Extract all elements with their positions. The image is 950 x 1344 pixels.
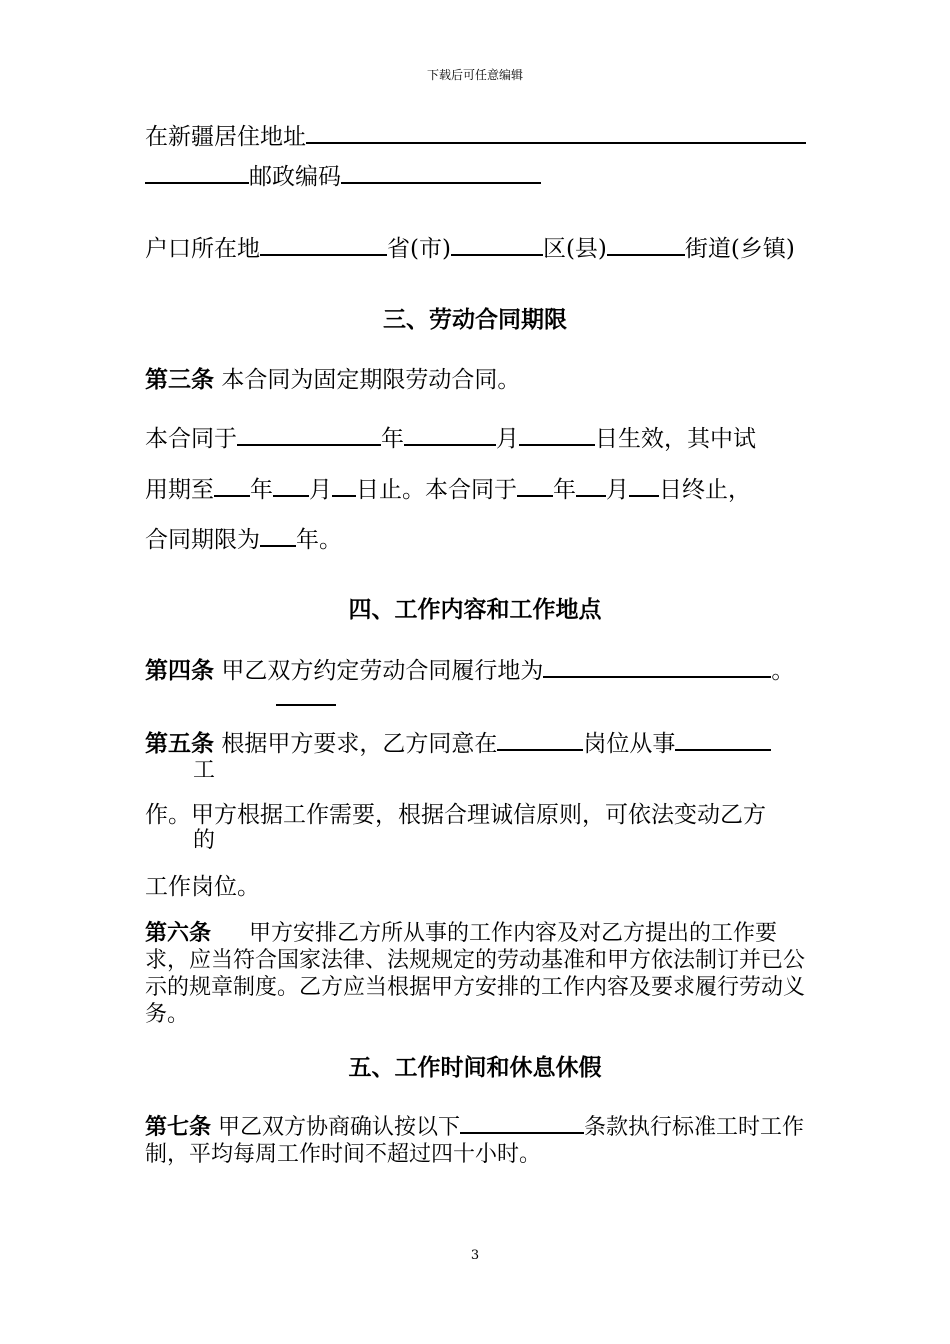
street-blank xyxy=(607,234,685,256)
page-number: 3 xyxy=(470,1248,480,1263)
article5-line2-wrap: 的 xyxy=(193,828,216,853)
start-day-blank xyxy=(519,424,595,446)
trial-month-blank xyxy=(273,475,309,497)
article6 xyxy=(145,920,810,1028)
effective-prefix: 本合同于 xyxy=(145,426,237,452)
post-blank xyxy=(497,729,583,751)
year-label: 年 xyxy=(250,477,273,503)
district-label: 区(县) xyxy=(542,236,607,262)
end-day-blank xyxy=(629,475,659,497)
end-year-blank xyxy=(517,475,553,497)
section4-title: 四、工作内容和工作地点 xyxy=(348,597,602,623)
postal-label: 邮政编码 xyxy=(249,164,341,190)
trial-day-blank xyxy=(332,475,356,497)
article6-text: 甲方安排乙方所从事的工作内容及对乙方提出的工作要求，应当符合国家法律、法规规定的劳动基准和甲方依法制订并已公示的规章制度。乙方应当根据甲方安排的工作内容及要求履行劳动义务。 xyxy=(145,921,806,1027)
work-location-blank xyxy=(543,656,771,678)
trial-end: 日止。本合同于 xyxy=(356,477,517,503)
effective-line xyxy=(145,424,756,453)
month-label: 月 xyxy=(309,477,332,503)
article5-line3: 工作岗位。 xyxy=(145,874,260,900)
article3-label: 第三条 xyxy=(145,367,214,393)
term-line xyxy=(145,525,342,554)
article5-mid: 岗位从事 xyxy=(583,731,676,757)
month-label: 月 xyxy=(496,426,519,452)
trial-line xyxy=(145,475,751,504)
clause-blank xyxy=(460,1116,584,1134)
article5-text: 根据甲方要求，乙方同意在 xyxy=(221,731,498,757)
year-label: 年 xyxy=(381,426,404,452)
street-label: 街道(乡镇) xyxy=(684,236,795,262)
terminate-text: 日终止， xyxy=(659,477,751,503)
residence-blank xyxy=(306,122,806,144)
section5-title: 五、工作时间和休息休假 xyxy=(348,1055,602,1081)
article4-text: 甲乙双方约定劳动合同履行地为 xyxy=(221,658,544,684)
month-label: 月 xyxy=(606,477,629,503)
article4-blank-cont xyxy=(276,704,336,706)
article3-text: 本合同为固定期限劳动合同。 xyxy=(221,367,521,393)
term-prefix: 合同期限为 xyxy=(145,527,260,553)
district-blank xyxy=(451,234,543,256)
article4-end: 。 xyxy=(771,658,795,684)
article4-label: 第四条 xyxy=(145,658,214,684)
residence-label: 在新疆居住地址 xyxy=(145,124,306,150)
page-header: 下载后可任意编辑 xyxy=(426,68,523,82)
article6-label: 第六条 xyxy=(145,921,212,946)
start-year-blank xyxy=(237,424,381,446)
term-blank xyxy=(260,525,296,547)
article5-label: 第五条 xyxy=(145,731,214,757)
article5-line2: 作。甲方根据工作需要，根据合理诚信原则，可依法变动乙方 xyxy=(145,802,766,828)
residence-blank-cont xyxy=(145,162,249,184)
province-label: 省(市) xyxy=(387,236,451,262)
article5-wrap: 工 xyxy=(193,758,216,783)
start-month-blank xyxy=(404,424,496,446)
article3 xyxy=(145,366,520,394)
article4 xyxy=(145,656,794,685)
article7-after: 条款执行标准工时工作制，平均每周工作时间不超过四十小时。 xyxy=(145,1115,805,1167)
article7-text: 甲乙双方协商确认按以下 xyxy=(218,1115,461,1140)
trial-year-blank xyxy=(214,475,250,497)
article5 xyxy=(145,729,771,758)
article7-label: 第七条 xyxy=(145,1115,212,1140)
postal-line xyxy=(145,162,541,191)
trial-prefix: 用期至 xyxy=(145,477,214,503)
residence-line xyxy=(145,122,806,151)
effective-suffix: 日生效，其中试 xyxy=(595,426,756,452)
hukou-label: 户口所在地 xyxy=(145,236,260,262)
job-blank xyxy=(675,729,771,751)
term-suffix: 年。 xyxy=(296,527,342,553)
postal-blank xyxy=(341,162,541,184)
article7 xyxy=(145,1114,810,1168)
year-label: 年 xyxy=(553,477,576,503)
end-month-blank xyxy=(576,475,606,497)
hukou-line xyxy=(145,234,795,263)
section3-title: 三、劳动合同期限 xyxy=(383,307,567,333)
province-blank xyxy=(260,234,387,256)
